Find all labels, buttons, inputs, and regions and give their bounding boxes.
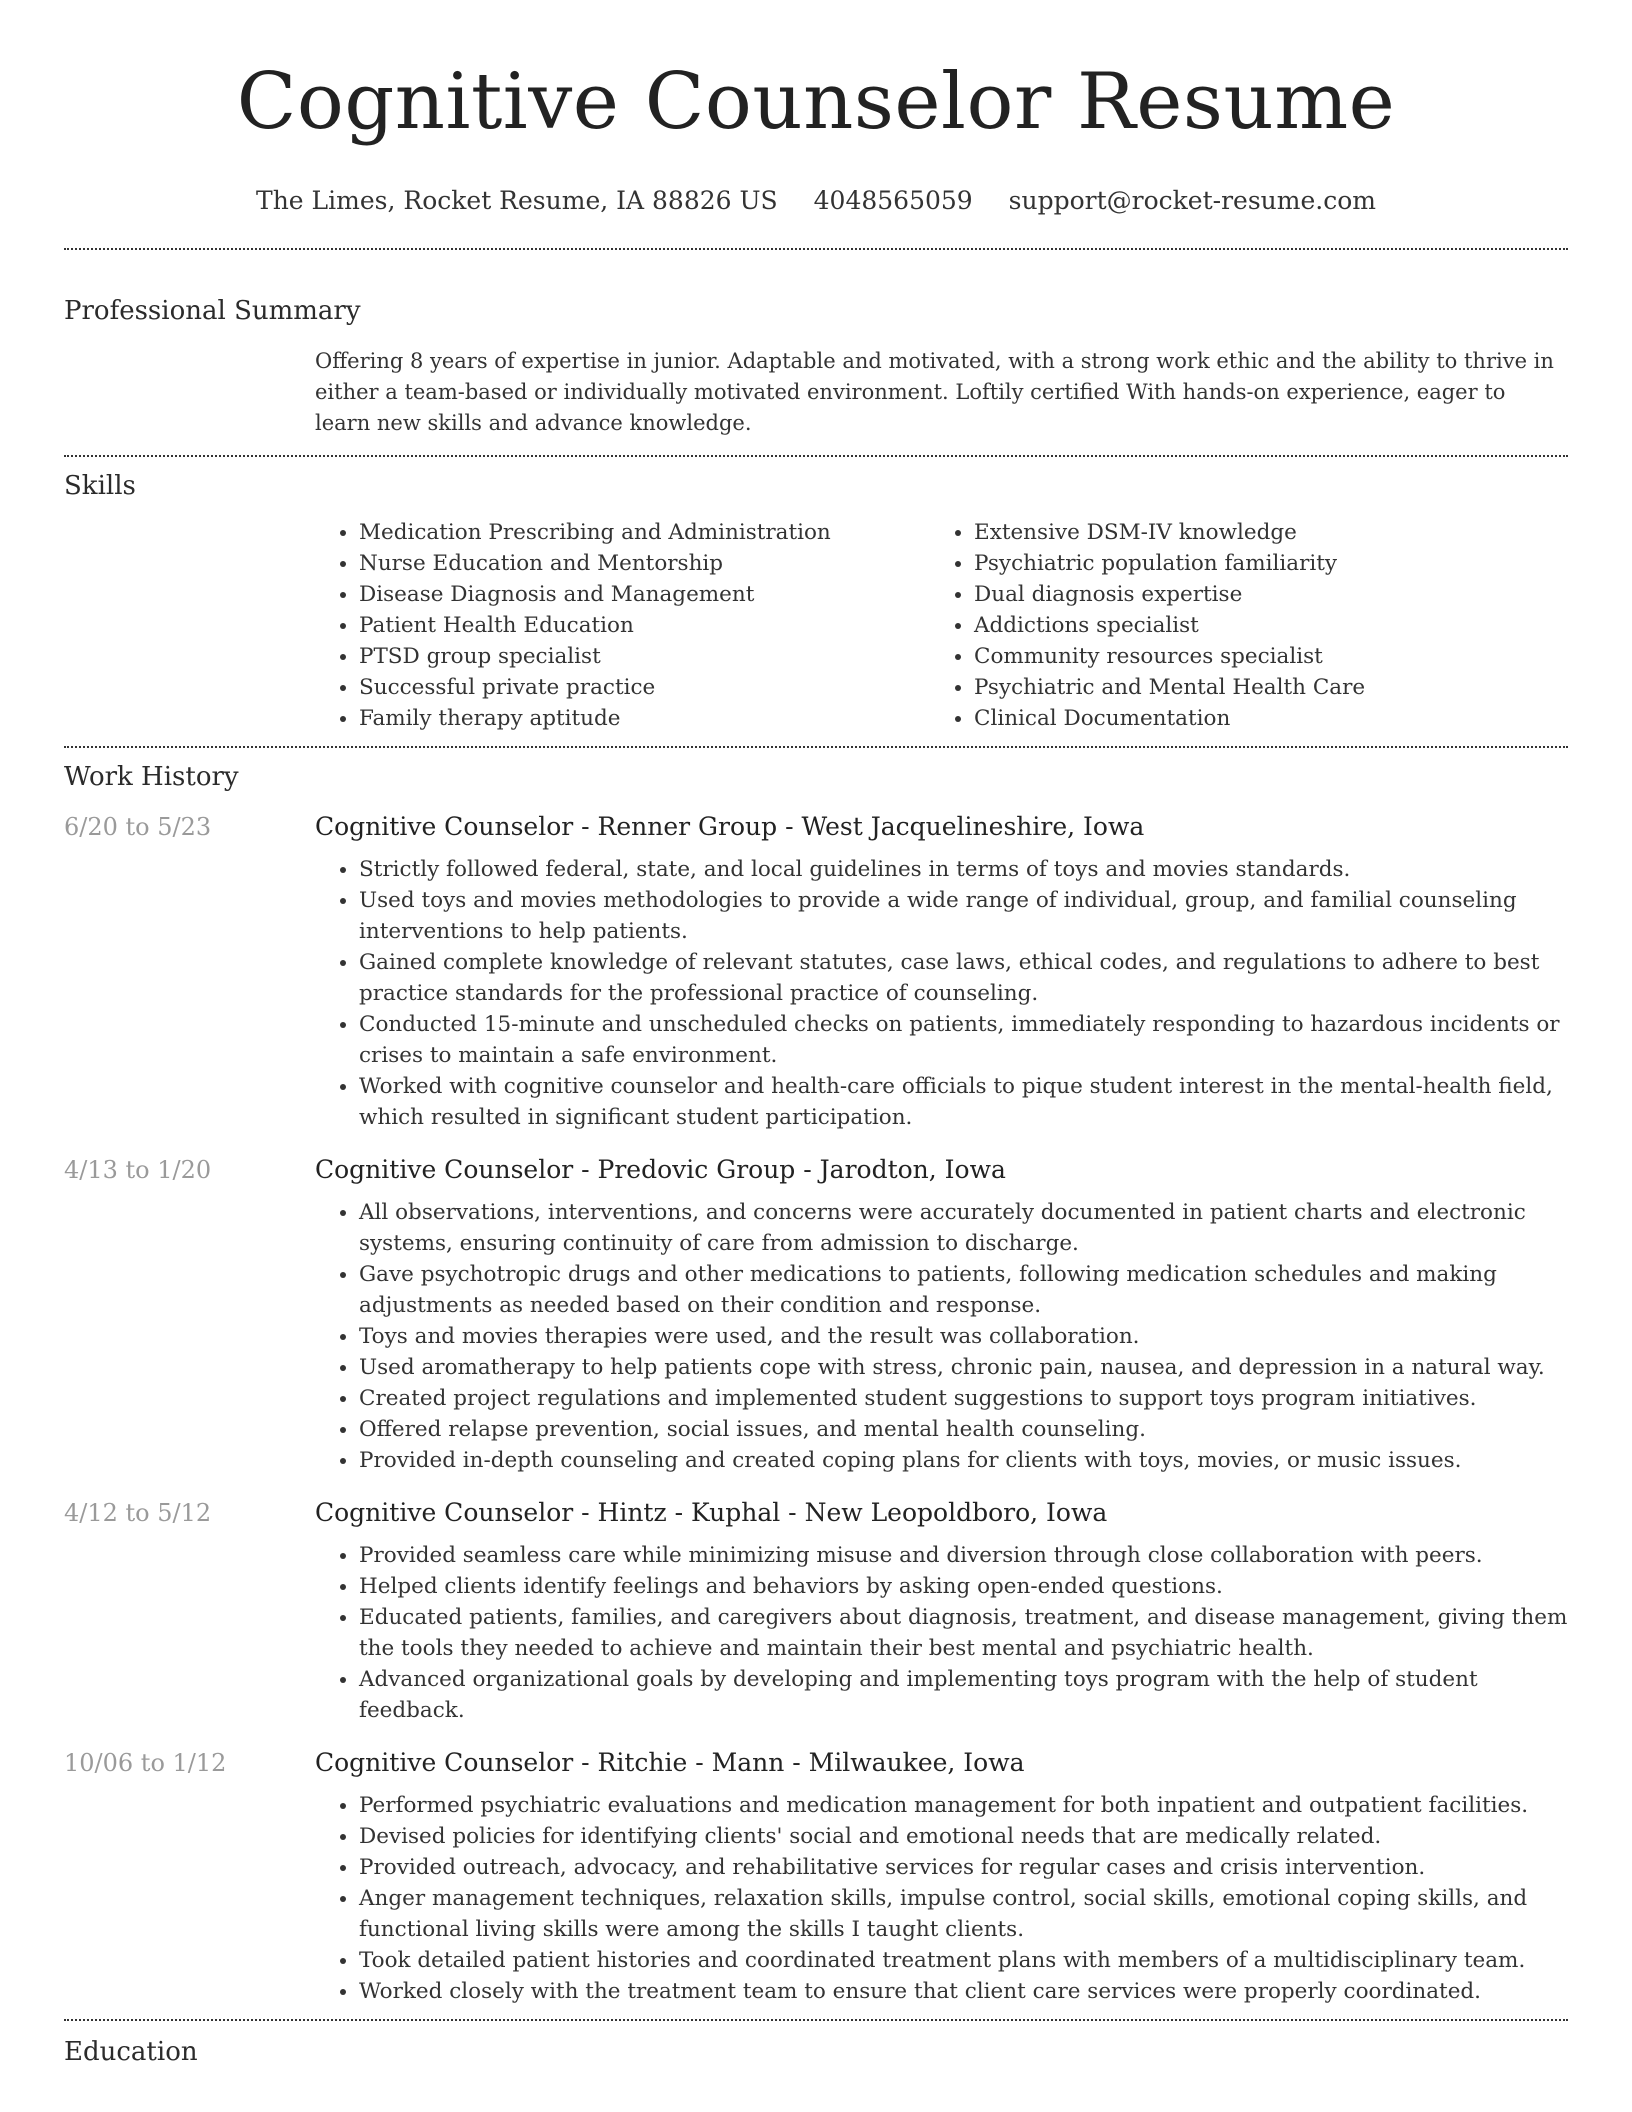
contact-line [64,184,1568,218]
skill-item: • Clinical Documentation [974,703,1545,734]
job-bullet: • Created project regulations and implemented student suggestions to support toys program initiatives. [359,1383,1568,1414]
resume-title: Cognitive Counselor Resume [236,57,1396,147]
skill-item: • Addictions specialist [974,610,1545,641]
job-bullet: • Provided in-depth counseling and created coping plans for clients with toys, movies, or music issues. [359,1445,1568,1476]
job-bullets [315,1540,1568,1726]
job-bullet: • Provided seamless care while minimizing misuse and diversion through close collaboration with peers. [359,1540,1568,1571]
job-entry [64,1496,1568,1726]
contact-phone: 4048565059 [813,186,973,215]
job-entry [64,1746,1568,2007]
job-bullet: • Took detailed patient histories and coordinated treatment plans with members of a multidisciplinary team. [359,1945,1568,1976]
job-title: Cognitive Counselor - Hintz - Kuphal - New Leopoldboro, Iowa [315,1498,1108,1527]
job-bullet: • Devised policies for identifying clients' social and emotional needs that are medically related. [359,1821,1568,1852]
skills-column-right [930,517,1545,734]
job-bullet: • Conducted 15-minute and unscheduled checks on patients, immediately responding to hazardous incidents or crises to maintain a safe environment. [359,1009,1568,1071]
skill-item: • Nurse Education and Mentorship [359,548,930,579]
job-bullet: • Used toys and movies methodologies to provide a wide range of individual, group, and familial counseling interventions to help patients. [359,885,1568,947]
skill-item: • Extensive DSM-IV knowledge [974,517,1545,548]
job-dates: 6/20 to 5/23 [64,813,212,841]
job-bullet: • Provided outreach, advocacy, and rehabilitative services for regular cases and crisis intervention. [359,1852,1568,1883]
contact-address: The Limes, Rocket Resume, IA 88826 US [256,186,778,215]
skill-item: • Medication Prescribing and Administration [359,517,930,548]
work-history-heading: Work History [64,762,239,792]
job-entry [64,810,1568,1133]
job-bullet: • All observations, interventions, and concerns were accurately documented in patient charts and electronic systems, ensuring continuity of care from admission to discharge. [359,1197,1568,1259]
section-divider [64,455,1568,457]
skill-item: • Psychiatric and Mental Health Care [974,672,1545,703]
job-bullet: • Advanced organizational goals by developing and implementing toys program with the help of student feedback. [359,1664,1568,1726]
skill-item: • Community resources specialist [974,641,1545,672]
job-bullet: • Anger management techniques, relaxation skills, impulse control, social skills, emotional coping skills, and functional living skills were among the skills I taught clients. [359,1883,1568,1945]
job-bullet: • Educated patients, families, and caregivers about diagnosis, treatment, and disease management, giving them the tools they needed to achieve and maintain their best mental and psychiatric health. [359,1602,1568,1664]
job-bullet: • Offered relapse prevention, social issues, and mental health counseling. [359,1414,1568,1445]
skill-item: • PTSD group specialist [359,641,930,672]
job-bullets [315,1197,1568,1476]
education-heading: Education [64,2037,198,2067]
skills-grid [315,517,1568,734]
job-bullets [315,854,1568,1133]
section-divider [64,746,1568,748]
job-title: Cognitive Counselor - Ritchie - Mann - Milwaukee, Iowa [315,1748,1025,1777]
job-dates: 4/12 to 5/12 [64,1499,212,1527]
job-details [315,1746,1568,2007]
job-dates: 10/06 to 1/12 [64,1749,227,1777]
job-details [315,810,1568,1133]
job-bullets [315,1790,1568,2007]
job-dates: 4/13 to 1/20 [64,1156,212,1184]
job-entry [64,1153,1568,1476]
job-bullet: • Gave psychotropic drugs and other medications to patients, following medication schedules and making adjustments as needed based on their condition and response. [359,1259,1568,1321]
skills-column-left [315,517,930,734]
job-bullet: • Gained complete knowledge of relevant statutes, case laws, ethical codes, and regulations to adhere to best practice standards for the professional practice of counseling. [359,947,1568,1009]
job-bullet: • Helped clients identify feelings and behaviors by asking open-ended questions. [359,1571,1568,1602]
job-bullet: • Worked with cognitive counselor and health-care officials to pique student interest in the mental-health field, which resulted in significant student participation. [359,1071,1568,1133]
job-title: Cognitive Counselor - Renner Group - West Jacquelineshire, Iowa [315,812,1145,841]
job-bullet: • Worked closely with the treatment team to ensure that client care services were properly coordinated. [359,1976,1568,2007]
skill-item: • Patient Health Education [359,610,930,641]
job-bullet: • Performed psychiatric evaluations and medication management for both inpatient and outpatient facilities. [359,1790,1568,1821]
section-divider [64,248,1568,250]
job-bullet: • Used aromatherapy to help patients cope with stress, chronic pain, nausea, and depression in a natural way. [359,1352,1568,1383]
skill-item: • Disease Diagnosis and Management [359,579,930,610]
skill-item: • Psychiatric population familiarity [974,548,1545,579]
job-bullet: • Strictly followed federal, state, and local guidelines in terms of toys and movies standards. [359,854,1568,885]
summary-text: Offering 8 years of expertise in junior. Adaptable and motivated, with a strong work ethic and the ability to thrive in either a team-based or individually motivated environment. Loftily certified With hands-on experience, eager to learn new skills and advance knowledge. [315,349,1554,435]
skill-item: • Dual diagnosis expertise [974,579,1545,610]
job-title: Cognitive Counselor - Predovic Group - Jarodton, Iowa [315,1155,1006,1184]
skill-item: • Family therapy aptitude [359,703,930,734]
job-bullet: • Toys and movies therapies were used, and the result was collaboration. [359,1321,1568,1352]
job-details [315,1153,1568,1476]
summary-heading: Professional Summary [64,296,361,326]
contact-email: support@rocket-resume.com [1008,186,1376,215]
job-details [315,1496,1568,1726]
skill-item: • Successful private practice [359,672,930,703]
section-divider [64,2019,1568,2021]
skills-heading: Skills [64,471,136,501]
